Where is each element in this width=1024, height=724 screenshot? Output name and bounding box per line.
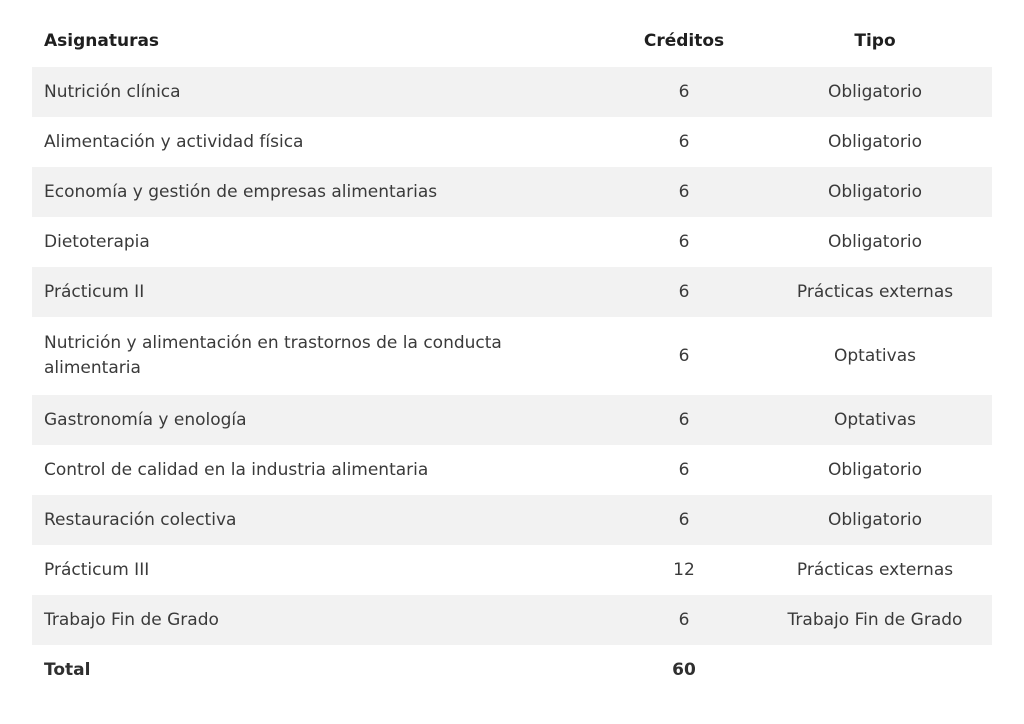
cell-credits: 6: [610, 495, 758, 545]
total-credits: 60: [610, 645, 758, 695]
cell-subject: Restauración colectiva: [32, 495, 610, 545]
header-type: Tipo: [854, 31, 896, 51]
cell-subject: Nutrición clínica: [32, 67, 610, 117]
cell-credits: 6: [610, 317, 758, 395]
table-row: [32, 67, 992, 117]
total-type-empty: [758, 645, 992, 695]
cell-type: Optativas: [758, 317, 992, 395]
cell-subject: Prácticum III: [32, 545, 610, 595]
cell-type: Obligatorio: [758, 495, 992, 545]
table-row: [32, 267, 992, 317]
header-row: [32, 16, 992, 67]
cell-subject: Prácticum II: [32, 267, 610, 317]
table-row: [32, 445, 992, 495]
total-label: Total: [32, 645, 610, 695]
subjects-table: [32, 16, 992, 695]
total-row: [32, 645, 992, 695]
table-row: [32, 495, 992, 545]
cell-subject: Dietoterapia: [32, 217, 610, 267]
cell-credits: 6: [610, 217, 758, 267]
table-row: [32, 217, 992, 267]
table-row: [32, 545, 992, 595]
table-footer: [32, 645, 992, 695]
cell-credits: 6: [610, 595, 758, 645]
cell-subject: Trabajo Fin de Grado: [32, 595, 610, 645]
cell-type: Prácticas externas: [758, 545, 992, 595]
cell-type: Obligatorio: [758, 445, 992, 495]
cell-credits: 6: [610, 395, 758, 445]
cell-credits: 6: [610, 267, 758, 317]
cell-type: Trabajo Fin de Grado: [758, 595, 992, 645]
cell-credits: 6: [610, 167, 758, 217]
cell-type: Obligatorio: [758, 117, 992, 167]
cell-subject: Alimentación y actividad física: [32, 117, 610, 167]
table-header: [32, 16, 992, 67]
table-row: [32, 117, 992, 167]
cell-type: Obligatorio: [758, 167, 992, 217]
cell-subject: Control de calidad en la industria alimentaria: [32, 445, 610, 495]
cell-subject: Economía y gestión de empresas alimentarias: [32, 167, 610, 217]
cell-type: Obligatorio: [758, 217, 992, 267]
cell-subject: Nutrición y alimentación en trastornos de la conducta alimentaria: [32, 317, 610, 395]
cell-credits: 12: [610, 545, 758, 595]
table-row: [32, 595, 992, 645]
cell-credits: 6: [610, 67, 758, 117]
cell-credits: 6: [610, 445, 758, 495]
cell-type: Obligatorio: [758, 67, 992, 117]
table-body: [32, 67, 992, 645]
cell-credits: 6: [610, 117, 758, 167]
header-credits: Créditos: [643, 31, 725, 51]
table-row: [32, 395, 992, 445]
header-subject: Asignaturas: [44, 31, 160, 51]
table-row: [32, 167, 992, 217]
table-row: [32, 317, 992, 395]
subjects-table-container: [32, 16, 992, 695]
cell-type: Prácticas externas: [758, 267, 992, 317]
cell-subject: Gastronomía y enología: [32, 395, 610, 445]
cell-type: Optativas: [758, 395, 992, 445]
